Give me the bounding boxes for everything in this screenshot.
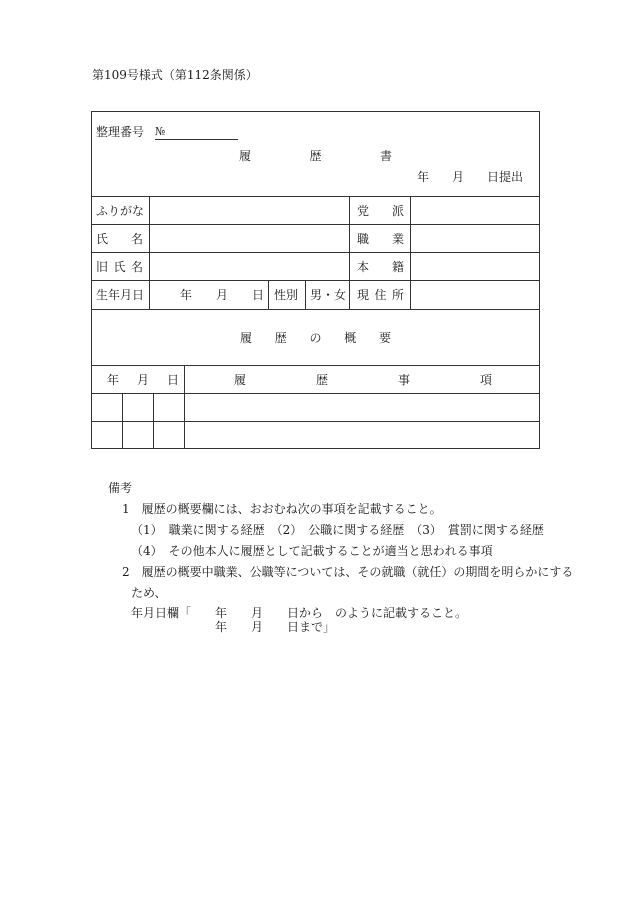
note-2-continued: ため、 xyxy=(131,586,167,600)
note-1: 1 履歴の概要欄には、おおむね次の事項を記載すること。 xyxy=(122,502,442,516)
sex-label: 性別 xyxy=(274,288,299,302)
name-label: 氏 名 xyxy=(96,232,143,246)
number-field-underline[interactable] xyxy=(155,139,238,140)
date-column-header: 年 月 日 xyxy=(107,373,179,387)
col-divider xyxy=(305,280,306,309)
note-1-items-b: （4） その他本人に履歴として記載することが適当と思われる事項 xyxy=(131,544,493,558)
row-divider xyxy=(91,252,540,253)
row-divider xyxy=(91,365,540,366)
birth-year: 年 xyxy=(180,288,193,302)
row-divider xyxy=(91,196,540,197)
note-2-example-line-1: 年月日欄「 年 月 日から のように記載すること。 xyxy=(131,606,468,620)
submit-day: 日提出 xyxy=(487,170,524,184)
note-1-items-a: （1） 職業に関する経歴 （2） 公職に関する経歴 （3） 賞罰に関する経歴 xyxy=(131,523,544,537)
note-2: 2 履歴の概要中職業、公職等については、その就職（就任）の期間を明らかにする xyxy=(122,565,574,579)
col-divider xyxy=(149,196,150,309)
birth-date-label: 生年月日 xyxy=(96,288,145,302)
col-divider xyxy=(122,393,123,449)
birth-month: 月 xyxy=(216,288,229,302)
col-divider xyxy=(184,365,185,449)
form-title: 履 歴 書 xyxy=(239,149,392,163)
col-divider xyxy=(153,393,154,449)
number-mark: № xyxy=(155,125,166,138)
domicile-label: 本 籍 xyxy=(357,260,404,274)
submit-month: 月 xyxy=(452,170,465,184)
history-items-header: 履 歴 事 項 xyxy=(234,373,492,387)
occupation-label: 職 業 xyxy=(357,232,404,246)
row-divider xyxy=(91,280,540,281)
note-2-example-line-2: 年 月 日まで」 xyxy=(215,620,336,634)
address-label: 現 住 所 xyxy=(357,288,404,302)
notes-heading: 備考 xyxy=(108,481,133,495)
row-divider xyxy=(91,309,540,310)
history-summary-title: 履 歴 の 概 要 xyxy=(240,331,391,345)
row-divider xyxy=(91,393,540,394)
row-divider xyxy=(91,421,540,422)
party-label: 党 派 xyxy=(357,204,404,218)
col-divider xyxy=(410,196,411,309)
col-divider xyxy=(268,280,269,309)
seiri-bangou-label: 整理番号 xyxy=(96,125,145,139)
sex-options: 男・女 xyxy=(310,288,347,302)
form-number-header: 第109号様式（第112条関係） xyxy=(92,68,258,82)
row-divider xyxy=(91,224,540,225)
submit-year: 年 xyxy=(417,170,430,184)
col-divider xyxy=(349,196,350,309)
furigana-label: ふりがな xyxy=(96,204,145,218)
birth-day: 日 xyxy=(252,288,265,302)
old-name-label: 旧 氏 名 xyxy=(96,260,143,274)
